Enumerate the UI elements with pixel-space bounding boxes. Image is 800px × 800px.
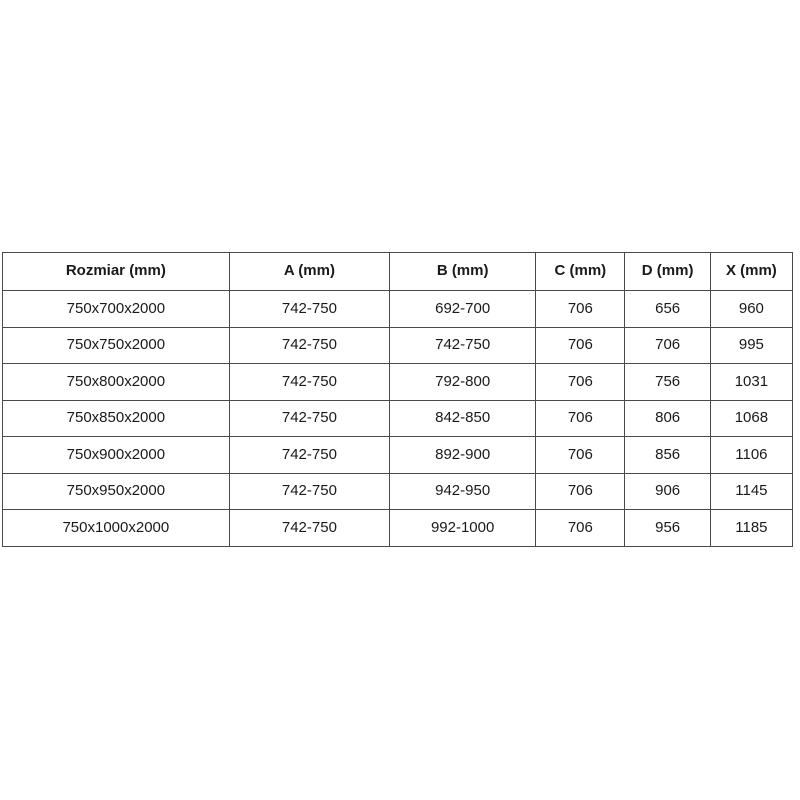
table-row bbox=[3, 437, 793, 474]
table-cell: 750x1000x2000 bbox=[3, 510, 230, 547]
header-cell-1: A (mm) bbox=[229, 253, 389, 291]
table-cell: 750x950x2000 bbox=[3, 473, 230, 510]
table-cell: 750x750x2000 bbox=[3, 327, 230, 364]
header-cell-0: Rozmiar (mm) bbox=[3, 253, 230, 291]
table-cell: 992-1000 bbox=[390, 510, 536, 547]
table-cell: 1106 bbox=[710, 437, 792, 474]
table-cell: 750x900x2000 bbox=[3, 437, 230, 474]
table-cell: 742-750 bbox=[229, 400, 389, 437]
table-cell: 995 bbox=[710, 327, 792, 364]
table-cell: 742-750 bbox=[229, 437, 389, 474]
table-cell: 806 bbox=[625, 400, 710, 437]
table-cell: 706 bbox=[625, 327, 710, 364]
table-row bbox=[3, 400, 793, 437]
table-cell: 706 bbox=[536, 437, 625, 474]
table-cell: 756 bbox=[625, 364, 710, 401]
table-cell: 906 bbox=[625, 473, 710, 510]
table-cell: 1145 bbox=[710, 473, 792, 510]
table-cell: 742-750 bbox=[229, 291, 389, 328]
table-cell: 706 bbox=[536, 364, 625, 401]
table-cell: 692-700 bbox=[390, 291, 536, 328]
size-specification-table bbox=[2, 252, 793, 547]
table-row bbox=[3, 510, 793, 547]
table-row bbox=[3, 291, 793, 328]
table-cell: 656 bbox=[625, 291, 710, 328]
table-row bbox=[3, 473, 793, 510]
table-cell: 1185 bbox=[710, 510, 792, 547]
table-cell: 750x700x2000 bbox=[3, 291, 230, 328]
table-row bbox=[3, 364, 793, 401]
header-cell-4: D (mm) bbox=[625, 253, 710, 291]
table-cell: 892-900 bbox=[390, 437, 536, 474]
table-cell: 742-750 bbox=[229, 364, 389, 401]
table-cell: 750x850x2000 bbox=[3, 400, 230, 437]
table-cell: 1068 bbox=[710, 400, 792, 437]
table-cell: 706 bbox=[536, 291, 625, 328]
table-cell: 942-950 bbox=[390, 473, 536, 510]
table-cell: 856 bbox=[625, 437, 710, 474]
table-cell: 750x800x2000 bbox=[3, 364, 230, 401]
table-cell: 1031 bbox=[710, 364, 792, 401]
table-cell: 706 bbox=[536, 510, 625, 547]
table-cell: 742-750 bbox=[229, 510, 389, 547]
table-cell: 706 bbox=[536, 327, 625, 364]
table-cell: 742-750 bbox=[390, 327, 536, 364]
header-row bbox=[3, 253, 793, 291]
header-cell-2: B (mm) bbox=[390, 253, 536, 291]
table-cell: 792-800 bbox=[390, 364, 536, 401]
table-cell: 960 bbox=[710, 291, 792, 328]
header-cell-3: C (mm) bbox=[536, 253, 625, 291]
table-cell: 842-850 bbox=[390, 400, 536, 437]
header-cell-5: X (mm) bbox=[710, 253, 792, 291]
table-body bbox=[3, 291, 793, 547]
table-cell: 706 bbox=[536, 473, 625, 510]
table-header bbox=[3, 253, 793, 291]
table-cell: 706 bbox=[536, 400, 625, 437]
table-cell: 742-750 bbox=[229, 473, 389, 510]
table-cell: 742-750 bbox=[229, 327, 389, 364]
table-row bbox=[3, 327, 793, 364]
table-cell: 956 bbox=[625, 510, 710, 547]
